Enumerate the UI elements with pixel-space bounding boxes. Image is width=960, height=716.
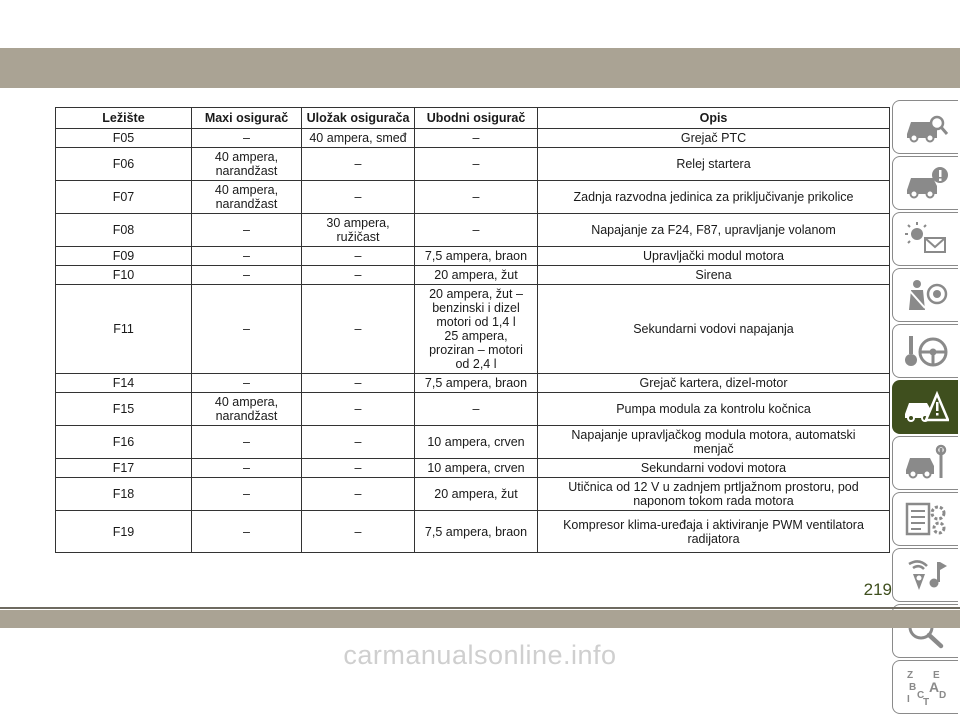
table-row bbox=[56, 214, 890, 247]
cell-maxi-osigurac: – bbox=[192, 285, 302, 374]
cell-ulozak-osiguraca: – bbox=[302, 148, 415, 181]
cell-ulozak-osiguraca: 30 ampera, ružičast bbox=[302, 214, 415, 247]
fuse-table-body bbox=[56, 129, 890, 553]
table-row bbox=[56, 129, 890, 148]
cell-maxi-osigurac: – bbox=[192, 426, 302, 459]
cell-lezishte: F19 bbox=[56, 511, 192, 553]
cell-ulozak-osiguraca: – bbox=[302, 426, 415, 459]
cell-opis: Kompresor klima-uređaja i aktiviranje PWM ventilatora radijatora bbox=[538, 511, 890, 553]
index-letter: B bbox=[908, 682, 916, 693]
cell-maxi-osigurac: 40 ampera, narandžast bbox=[192, 181, 302, 214]
tab-warning-lights[interactable] bbox=[892, 212, 958, 266]
index-letter: Z bbox=[906, 670, 913, 681]
cell-lezishte: F08 bbox=[56, 214, 192, 247]
fuse-table bbox=[55, 107, 890, 553]
tab-starting-operating[interactable] bbox=[892, 324, 958, 378]
cell-maxi-osigurac: 40 ampera, narandžast bbox=[192, 393, 302, 426]
cell-ulozak-osiguraca: – bbox=[302, 478, 415, 511]
tab-technical-specifications[interactable] bbox=[892, 492, 958, 546]
car-service-icon bbox=[903, 444, 949, 482]
index-letter: D bbox=[938, 690, 946, 701]
header-ubodni-osigurac: Ubodni osigurač bbox=[415, 108, 538, 129]
car-hazard-icon bbox=[903, 388, 949, 426]
table-row bbox=[56, 285, 890, 374]
cell-opis: Utičnica od 12 V u zadnjem prtljažnom prostoru, pod naponom tokom rada motora bbox=[538, 478, 890, 511]
tab-in-case-of-emergency[interactable] bbox=[892, 380, 958, 434]
table-row bbox=[56, 374, 890, 393]
cell-maxi-osigurac: – bbox=[192, 214, 302, 247]
cell-opis: Sekundarni vodovi motora bbox=[538, 459, 890, 478]
cell-maxi-osigurac: – bbox=[192, 129, 302, 148]
cell-opis: Sekundarni vodovi napajanja bbox=[538, 285, 890, 374]
cell-ubodni-osigurac: 20 ampera, žut – benzinski i dizel motori od 1,4 l 25 ampera, proziran – motori od 2,4 l bbox=[415, 285, 538, 374]
page-number: 219 bbox=[863, 580, 892, 599]
cell-ubodni-osigurac: 20 ampera, žut bbox=[415, 478, 538, 511]
cell-opis: Napajanje upravljačkog modula motora, automatski menjač bbox=[538, 426, 890, 459]
table-row bbox=[56, 478, 890, 511]
cell-lezishte: F07 bbox=[56, 181, 192, 214]
cell-ubodni-osigurac: 10 ampera, crven bbox=[415, 459, 538, 478]
cell-maxi-osigurac: – bbox=[192, 511, 302, 553]
cell-ulozak-osiguraca: – bbox=[302, 393, 415, 426]
cell-maxi-osigurac: – bbox=[192, 374, 302, 393]
header-ulozak-osiguraca: Uložak osigurača bbox=[302, 108, 415, 129]
cell-ulozak-osiguraca: – bbox=[302, 181, 415, 214]
index-letter: E bbox=[932, 670, 940, 681]
cell-maxi-osigurac: 40 ampera, narandžast bbox=[192, 148, 302, 181]
cell-ubodni-osigurac: 10 ampera, crven bbox=[415, 426, 538, 459]
table-row bbox=[56, 393, 890, 426]
table-header-row bbox=[56, 108, 890, 129]
multimedia-icon bbox=[903, 556, 949, 594]
warning-lights-icon bbox=[903, 220, 949, 258]
tab-safety[interactable] bbox=[892, 268, 958, 322]
cell-lezishte: F11 bbox=[56, 285, 192, 374]
tab-servicing-maintenance[interactable] bbox=[892, 436, 958, 490]
cell-lezishte: F05 bbox=[56, 129, 192, 148]
cell-opis: Zadnja razvodna jedinica za priključivanje prikolice bbox=[538, 181, 890, 214]
footer-band bbox=[0, 610, 960, 628]
cell-ubodni-osigurac: 7,5 ampera, braon bbox=[415, 374, 538, 393]
table-row bbox=[56, 266, 890, 285]
watermark-text: carmanualsonline.info bbox=[343, 640, 617, 670]
cell-opis: Relej startera bbox=[538, 148, 890, 181]
cell-lezishte: F17 bbox=[56, 459, 192, 478]
cell-opis: Upravljački modul motora bbox=[538, 247, 890, 266]
index-letter: A bbox=[928, 679, 939, 695]
cell-lezishte: F06 bbox=[56, 148, 192, 181]
specifications-icon bbox=[903, 500, 949, 538]
cell-maxi-osigurac: – bbox=[192, 478, 302, 511]
footer-rule bbox=[0, 607, 960, 609]
cell-opis: Napajanje za F24, F87, upravljanje volanom bbox=[538, 214, 890, 247]
cell-maxi-osigurac: – bbox=[192, 266, 302, 285]
cell-lezishte: F16 bbox=[56, 426, 192, 459]
cell-ubodni-osigurac: – bbox=[415, 181, 538, 214]
cell-lezishte: F10 bbox=[56, 266, 192, 285]
cell-lezishte: F09 bbox=[56, 247, 192, 266]
seatbelt-airbag-icon bbox=[903, 276, 949, 314]
cell-ubodni-osigurac: – bbox=[415, 129, 538, 148]
header-maxi-osigurac: Maxi osigurač bbox=[192, 108, 302, 129]
tab-instrument-panel[interactable] bbox=[892, 156, 958, 210]
cell-ulozak-osiguraca: – bbox=[302, 247, 415, 266]
table-row bbox=[56, 459, 890, 478]
cell-ulozak-osiguraca: – bbox=[302, 285, 415, 374]
cell-opis: Grejač PTC bbox=[538, 129, 890, 148]
cell-lezishte: F14 bbox=[56, 374, 192, 393]
header-opis: Opis bbox=[538, 108, 890, 129]
table-row bbox=[56, 247, 890, 266]
table-row bbox=[56, 148, 890, 181]
alphabetical-index-icon bbox=[903, 668, 949, 706]
cell-opis: Grejač kartera, dizel-motor bbox=[538, 374, 890, 393]
cell-maxi-osigurac: – bbox=[192, 247, 302, 266]
car-search-icon bbox=[903, 108, 949, 146]
index-letter: T bbox=[922, 697, 929, 706]
cell-ubodni-osigurac: 7,5 ampera, braon bbox=[415, 511, 538, 553]
cell-ubodni-osigurac: 7,5 ampera, braon bbox=[415, 247, 538, 266]
cell-ubodni-osigurac: 20 ampera, žut bbox=[415, 266, 538, 285]
index-letter: C bbox=[916, 690, 924, 701]
cell-ubodni-osigurac: – bbox=[415, 214, 538, 247]
cell-ulozak-osiguraca: – bbox=[302, 511, 415, 553]
cell-lezishte: F15 bbox=[56, 393, 192, 426]
cell-ubodni-osigurac: – bbox=[415, 393, 538, 426]
cell-ubodni-osigurac: – bbox=[415, 148, 538, 181]
cell-ulozak-osiguraca: 40 ampera, smeđ bbox=[302, 129, 415, 148]
table-row bbox=[56, 426, 890, 459]
table-row bbox=[56, 181, 890, 214]
cell-maxi-osigurac: – bbox=[192, 459, 302, 478]
tab-getting-to-know[interactable] bbox=[892, 100, 958, 154]
cell-ulozak-osiguraca: – bbox=[302, 266, 415, 285]
car-info-icon bbox=[903, 164, 949, 202]
cell-opis: Pumpa modula za kontrolu kočnica bbox=[538, 393, 890, 426]
cell-ulozak-osiguraca: – bbox=[302, 459, 415, 478]
table-row bbox=[56, 511, 890, 553]
steering-wheel-icon bbox=[903, 332, 949, 370]
header-lezishte: Ležište bbox=[56, 108, 192, 129]
cell-opis: Sirena bbox=[538, 266, 890, 285]
cell-ulozak-osiguraca: – bbox=[302, 374, 415, 393]
cell-lezishte: F18 bbox=[56, 478, 192, 511]
header-band bbox=[0, 48, 960, 88]
tab-multimedia[interactable] bbox=[892, 548, 958, 602]
index-letter: I bbox=[906, 694, 910, 705]
